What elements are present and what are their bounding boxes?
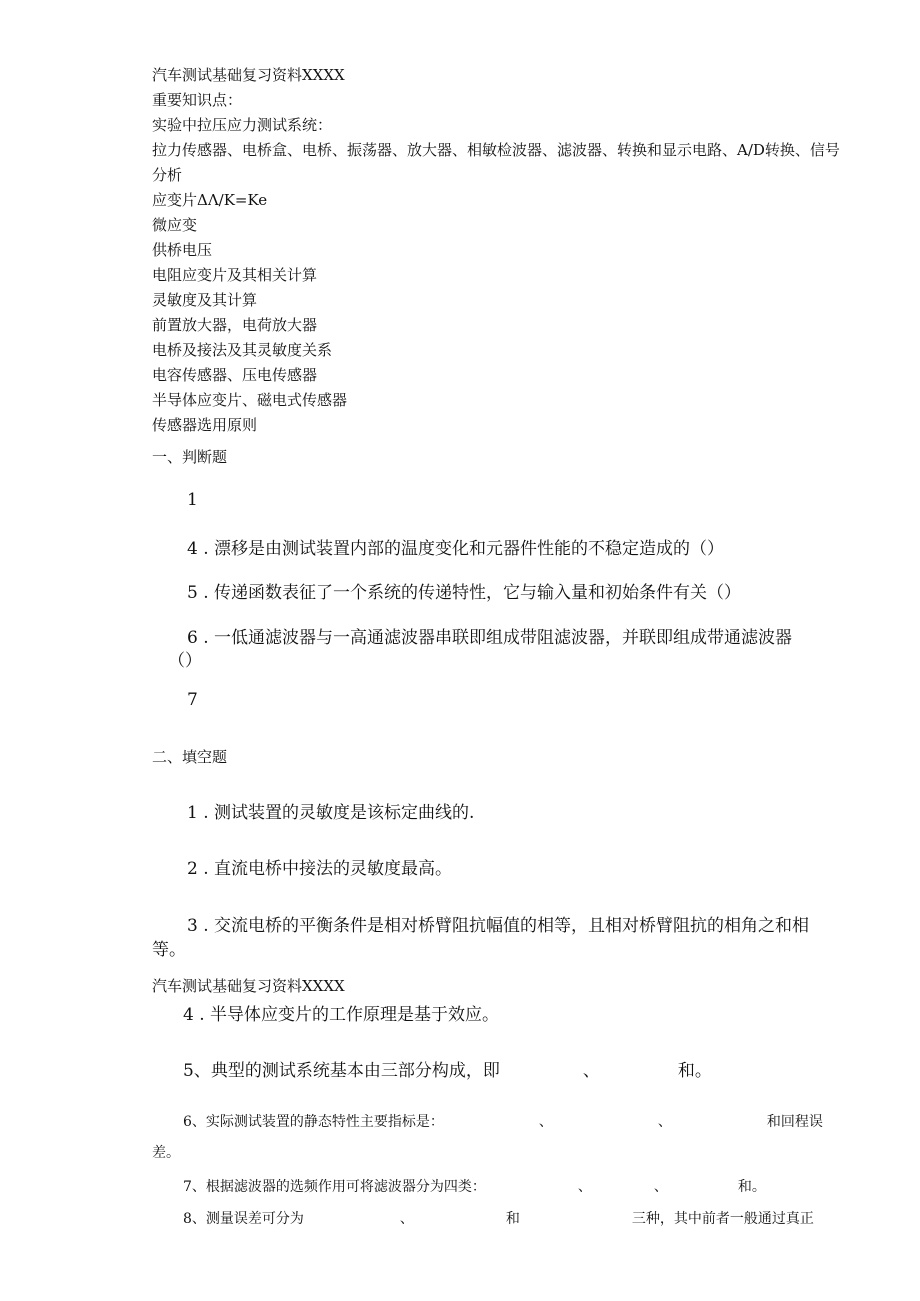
fill-q8-end: 三种，其中前者一般通过真正 bbox=[631, 1211, 814, 1227]
knowledge-point: 电阻应变片及其相关计算 bbox=[152, 266, 318, 284]
knowledge-point: 供桥电压 bbox=[152, 241, 213, 259]
page-header-repeat: 汽车测试基础复习资料XXXX bbox=[152, 977, 345, 995]
fill-q2: 2 . 直流电桥中接法的灵敏度最高。 bbox=[187, 859, 453, 879]
key-points-heading: 重要知识点： bbox=[152, 91, 243, 109]
fill-q7 bbox=[183, 1176, 766, 1196]
fill-q5 bbox=[183, 1056, 712, 1081]
separator: 、 bbox=[582, 1061, 600, 1081]
tf-item-5: 5 . 传递函数表征了一个系统的传递特性，它与输入量和初始条件有关（） bbox=[187, 583, 742, 603]
system-components-line2: 分析 bbox=[152, 166, 183, 184]
tf-item-6-line2: （） bbox=[168, 651, 202, 671]
fill-q8-text: 8、测量误差可分为 bbox=[183, 1211, 304, 1227]
separator: 、 bbox=[653, 1179, 668, 1195]
system-components-line1: 拉力传感器、电桥盒、电桥、振荡器、放大器、相敏检波器、滤波器、转换和显示电路、A/D转换、信号 bbox=[152, 141, 840, 159]
knowledge-point: 前置放大器，电荷放大器 bbox=[152, 316, 318, 334]
knowledge-point: 灵敏度及其计算 bbox=[152, 291, 258, 309]
fill-q7-text: 7、根据滤波器的选频作用可将滤波器分为四类： bbox=[183, 1179, 486, 1195]
section-heading-fill-in: 二、填空题 bbox=[152, 748, 228, 766]
system-heading: 实验中拉压应力测试系统： bbox=[152, 116, 333, 134]
fill-q8 bbox=[183, 1208, 814, 1228]
tf-item-7: 7 bbox=[187, 690, 198, 710]
tf-item-4: 4 . 漂移是由测试装置内部的温度变化和元器件性能的不稳定造成的（） bbox=[187, 539, 725, 559]
fill-q3-line1: 3 . 交流电桥的平衡条件是相对桥臂阻抗幅值的相等，且相对桥臂阻抗的相角之和相 bbox=[187, 916, 810, 936]
knowledge-point: 电桥及接法及其灵敏度关系 bbox=[152, 341, 333, 359]
separator: 、 bbox=[657, 1114, 672, 1130]
fill-q6-text: 6、实际测试装置的静态特性主要指标是： bbox=[183, 1114, 444, 1130]
separator: 、 bbox=[577, 1179, 592, 1195]
tf-item-1: 1 bbox=[187, 490, 198, 510]
fill-q1: 1 . 测试装置的灵敏度是该标定曲线的. bbox=[187, 803, 475, 823]
knowledge-point: 半导体应变片、磁电式传感器 bbox=[152, 391, 348, 409]
separator: 、 bbox=[538, 1114, 553, 1130]
fill-q7-end: 和。 bbox=[737, 1179, 766, 1195]
fill-q6-line2: 差。 bbox=[152, 1145, 180, 1161]
fill-q5-text: 5、典型的测试系统基本由三部分构成，即 bbox=[183, 1061, 500, 1081]
knowledge-point: 传感器选用原则 bbox=[152, 416, 258, 434]
document-title: 汽车测试基础复习资料XXXX bbox=[152, 66, 345, 84]
fill-q3-line2: 等。 bbox=[152, 940, 186, 960]
section-heading-true-false: 一、判断题 bbox=[152, 448, 228, 466]
fill-q5-end: 和。 bbox=[677, 1061, 712, 1081]
separator: 和 bbox=[505, 1211, 520, 1227]
knowledge-point: 电容传感器、压电传感器 bbox=[152, 366, 318, 384]
separator: 、 bbox=[399, 1211, 414, 1227]
knowledge-point: 微应变 bbox=[152, 216, 198, 234]
tf-item-6-line1: 6 . 一低通滤波器与一高通滤波器串联即组成带阻滤波器，并联即组成带通滤波器 bbox=[187, 628, 793, 648]
knowledge-point: 应变片ΔΛ/K=Ke bbox=[152, 191, 268, 209]
fill-q4: 4 . 半导体应变片的工作原理是基于效应。 bbox=[183, 1005, 500, 1025]
fill-q6-line1 bbox=[183, 1111, 823, 1131]
fill-q6-end: 和回程误 bbox=[766, 1114, 823, 1130]
